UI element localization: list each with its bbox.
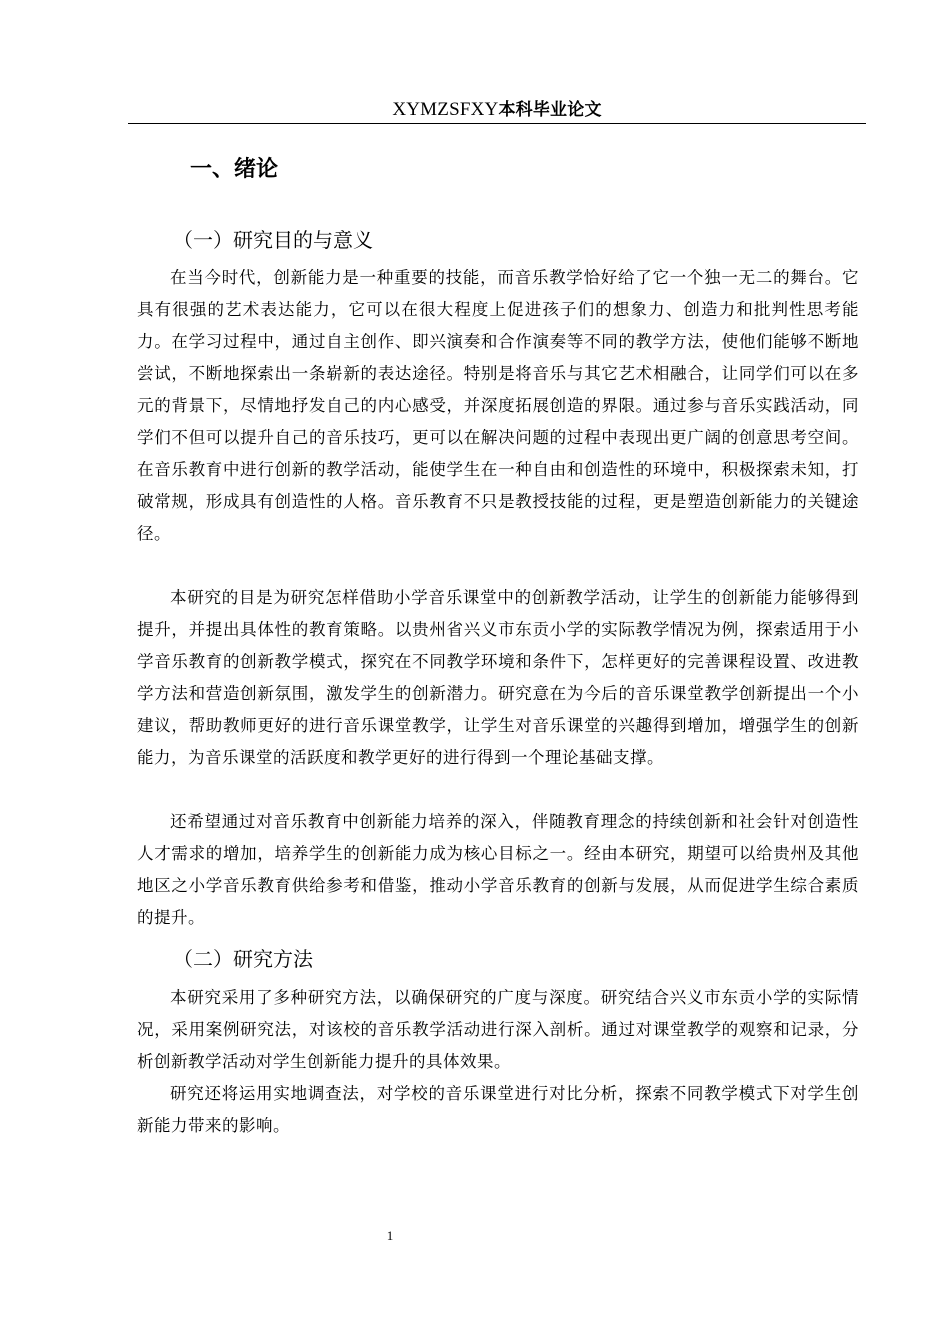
paragraph: 在当今时代，创新能力是一种重要的技能，而音乐教学恰好给了它一个独一无二的舞台。它具有很强的艺术表达能力，它可以在很大程度上促进孩子们的想象力、创造力和批判性思考能力。在学习过程中，通过自主创作、即兴演奏和合作演奏等不同的教学方法，使他们能够不断地尝试，不断地探索出一条崭新的表达途径。特别是将音乐与其它艺术相融合，让同学们可以在多元的背景下，尽情地抒发自己的内心感受，并深度拓展创造的界限。通过参与音乐实践活动，同学们不但可以提升自己的音乐技巧，更可以在解决问题的过程中表现出更广阔的创意思考空间。在音乐教育中进行创新的教学活动，能使学生在一种自由和创造性的环境中，积极探索未知，打破常规，形成具有创造性的人格。音乐教育不只是教授技能的过程，更是塑造创新能力的关键途径。 (137, 268, 859, 543)
paragraph: 研究还将运用实地调查法，对学校的音乐课堂进行对比分析，探索不同教学模式下对学生创新能力带来的影响。 (137, 1084, 859, 1135)
page-header (128, 96, 866, 124)
paragraph: 还希望通过对音乐教育中创新能力培养的深入，伴随教育理念的持续创新和社会针对创造性人才需求的增加，培养学生的创新能力成为核心目标之一。经由本研究，期望可以给贵州及其他地区之小学音乐教育供给参考和借鉴，推动小学音乐教育的创新与发展，从而促进学生综合素质的提升。 (137, 812, 859, 927)
chapter-title: 一、绪论 (190, 157, 279, 182)
paragraph: 本研究采用了多种研究方法，以确保研究的广度与深度。研究结合兴义市东贡小学的实际情况，采用案例研究法，对该校的音乐教学活动进行深入剖析。通过对课堂教学的观察和记录，分析创新教学活动对学生创新能力提升的具体效果。 (137, 988, 859, 1071)
page-number: 1 (386, 1228, 394, 1243)
section-title-methods: （二）研究方法 (173, 947, 313, 971)
paragraph: 本研究的目是为研究怎样借助小学音乐课堂中的创新教学活动，让学生的创新能力能够得到提升，并提出具体性的教育策略。以贵州省兴义市东贡小学的实际教学情况为例，探索适用于小学音乐教育的创新教学模式，探究在不同教学环境和条件下，怎样更好的完善课程设置、改进教学方法和营造创新氛围，激发学生的创新潜力。研究意在为今后的音乐课堂教学创新提出一个小建议，帮助教师更好的进行音乐课堂教学，让学生对音乐课堂的兴趣得到增加，增强学生的创新能力，为音乐课堂的活跃度和教学更好的进行得到一个理论基础支撑。 (137, 588, 859, 767)
header-title-latin: XYMZSFXY (392, 99, 499, 120)
section-title-purpose: （一）研究目的与意义 (173, 228, 373, 252)
header-title-cn: 本科毕业论文 (498, 100, 602, 120)
